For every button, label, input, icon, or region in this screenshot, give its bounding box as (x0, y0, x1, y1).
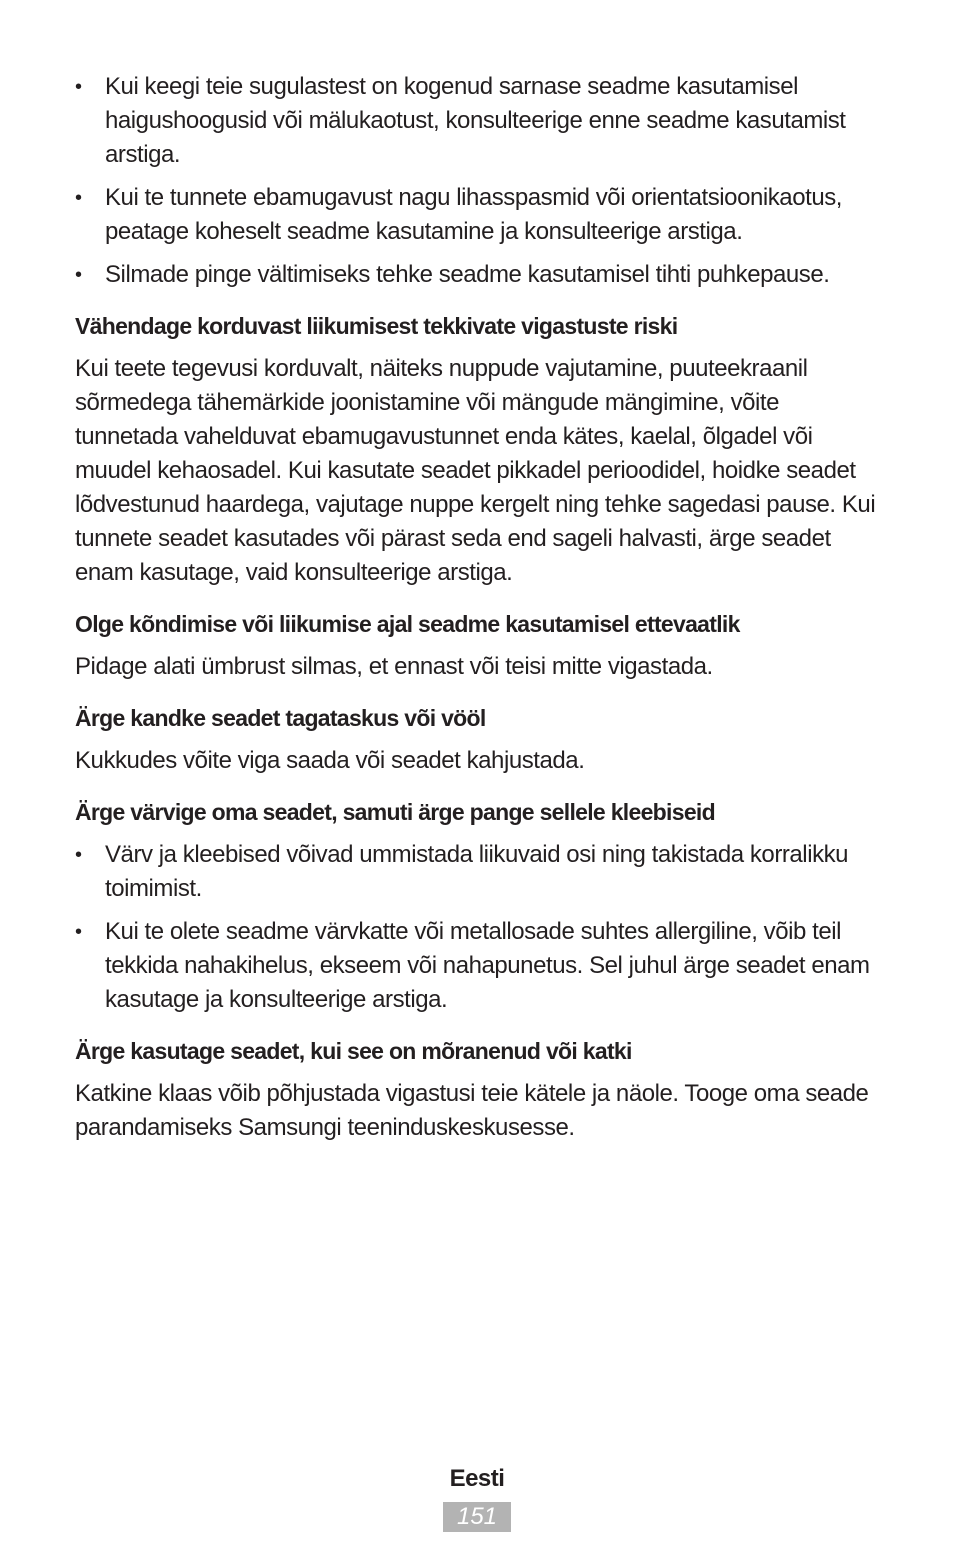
section-heading: Vähendage korduvast liikumisest tekkivate vigastuste riski (75, 313, 678, 339)
section-walking-caution (75, 608, 885, 684)
bullet-text: Värv ja kleebised võivad ummistada liikuvaid osi ning takistada korralikku toimimist. (105, 841, 849, 902)
bullet-text: Kui te tunnete ebamugavust nagu lihasspasmid või orientatsioonikaotus, peatage koheselt seadme kasutamine ja konsulteerige arstiga. (105, 184, 842, 245)
section-paragraph: Kukkudes võite viga saada või seadet kahjustada. (75, 747, 585, 774)
section-repetitive-motion (75, 310, 885, 590)
section-bullet-list (75, 838, 885, 1017)
section-heading: Ärge kandke seadet tagataskus või vööl (75, 705, 486, 731)
list-item (75, 70, 885, 172)
page-number-badge: 151 (443, 1502, 511, 1532)
page-footer (0, 1462, 954, 1532)
bullet-icon: • (75, 264, 82, 286)
section-paragraph: Pidage alati ümbrust silmas, et ennast või teisi mitte vigastada. (75, 653, 713, 680)
list-item (75, 258, 885, 292)
page-content (75, 70, 885, 1145)
section-no-paint-stickers (75, 796, 885, 1017)
section-paragraph: Kui teete tegevusi korduvalt, näiteks nuppude vajutamine, puuteekraanil sõrmedega tähemärkide joonistamine või mängude mängimine, võite tunnetada vahelduvat ebamugavustunnet enda kätes, kaelal, õlgadel või muudel kehaosadel. Kui kasutate seadet pikkadel perioodidel, hoidke seadet lõdvestunud haardega, vajutage nuppe kergelt ning tehke sagedasi pause. Kui tunnete seadet kasutades või pärast seda end sageli halvasti, ärge seadet enam kasutage, vaid konsulteerige arstiga. (75, 355, 876, 586)
section-heading: Olge kõndimise või liikumise ajal seadme kasutamisel ettevaatlik (75, 611, 740, 637)
section-heading: Ärge kasutage seadet, kui see on mõranenud või katki (75, 1038, 632, 1064)
section-heading: Ärge värvige oma seadet, samuti ärge pange sellele kleebiseid (75, 799, 715, 825)
list-item (75, 181, 885, 249)
section-paragraph: Katkine klaas võib põhjustada vigastusi teie kätele ja näole. Tooge oma seade parandamiseks Samsungi teeninduskeskusesse. (75, 1080, 869, 1141)
list-item (75, 915, 885, 1017)
bullet-icon: • (75, 921, 82, 943)
footer-language: Eesti (449, 1465, 505, 1492)
bullet-text: Kui keegi teie sugulastest on kogenud sarnase seadme kasutamisel haigushoogusid või mälukaotust, konsulteerige enne seadme kasutamist arstiga. (105, 73, 846, 168)
bullet-text: Kui te olete seadme värvkatte või metallosade suhtes allergiline, võib teil tekkida nahakihelus, ekseem või nahapunetus. Sel juhul ärge seadet enam kasutage ja konsulteerige arstiga. (105, 918, 870, 1013)
section-back-pocket (75, 702, 885, 778)
intro-bullet-list (75, 70, 885, 292)
section-cracked-device (75, 1035, 885, 1145)
bullet-text: Silmade pinge vältimiseks tehke seadme kasutamisel tihti puhkepause. (105, 261, 830, 288)
bullet-icon: • (75, 844, 82, 866)
list-item (75, 838, 885, 906)
bullet-icon: • (75, 187, 82, 209)
bullet-icon: • (75, 76, 82, 98)
